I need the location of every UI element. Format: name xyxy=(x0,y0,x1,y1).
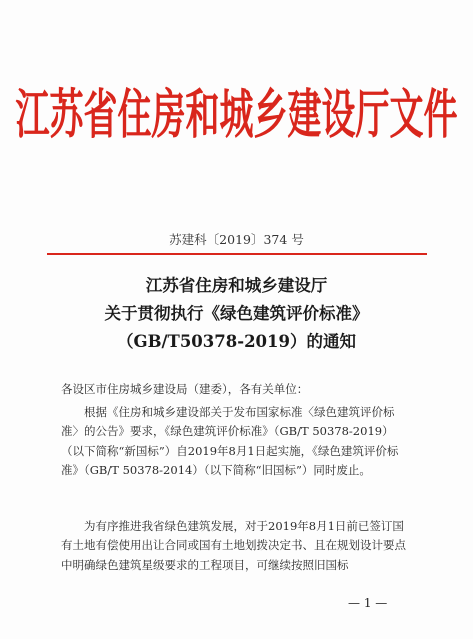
body-paragraph-2: 为有序推进我省绿色建筑发展，对于2019年8月1日前已签订国有土地有偿使用出让合同或国有土地划拨决定书、且在规划设计要点中明确绿色建筑星级要求的工程项目，可继续按照旧国标 xyxy=(61,519,406,572)
document-header-title: 江苏省住房和城乡建设厅文件 xyxy=(15,84,458,147)
notice-title-line-3: （GB/T50378-2019）的通知 xyxy=(116,332,357,351)
header-red-rule xyxy=(47,253,427,255)
body-paragraph-1: 根据《住房和城乡建设部关于发布国家标准〈绿色建筑评价标准〉的公告》要求，《绿色建筑评价标准》（GB/T 50378-2019）（以下简称“新国标”）自2019年8月1日起实施，《绿色建筑评价标准》（GB/T 50378-2014）（以下简称“旧国标”）同时废止。 xyxy=(61,405,399,477)
page-number: — 1 — xyxy=(348,596,388,610)
notice-title-line-2: 关于贯彻执行《绿色建筑评价标准》 xyxy=(104,304,369,323)
notice-title-line-1: 江苏省住房和城乡建设厅 xyxy=(145,276,328,295)
salutation: 各设区市住房城乡建设局（建委），各有关单位： xyxy=(61,382,309,396)
document-number: 苏建科〔2019〕374 号 xyxy=(169,232,304,247)
